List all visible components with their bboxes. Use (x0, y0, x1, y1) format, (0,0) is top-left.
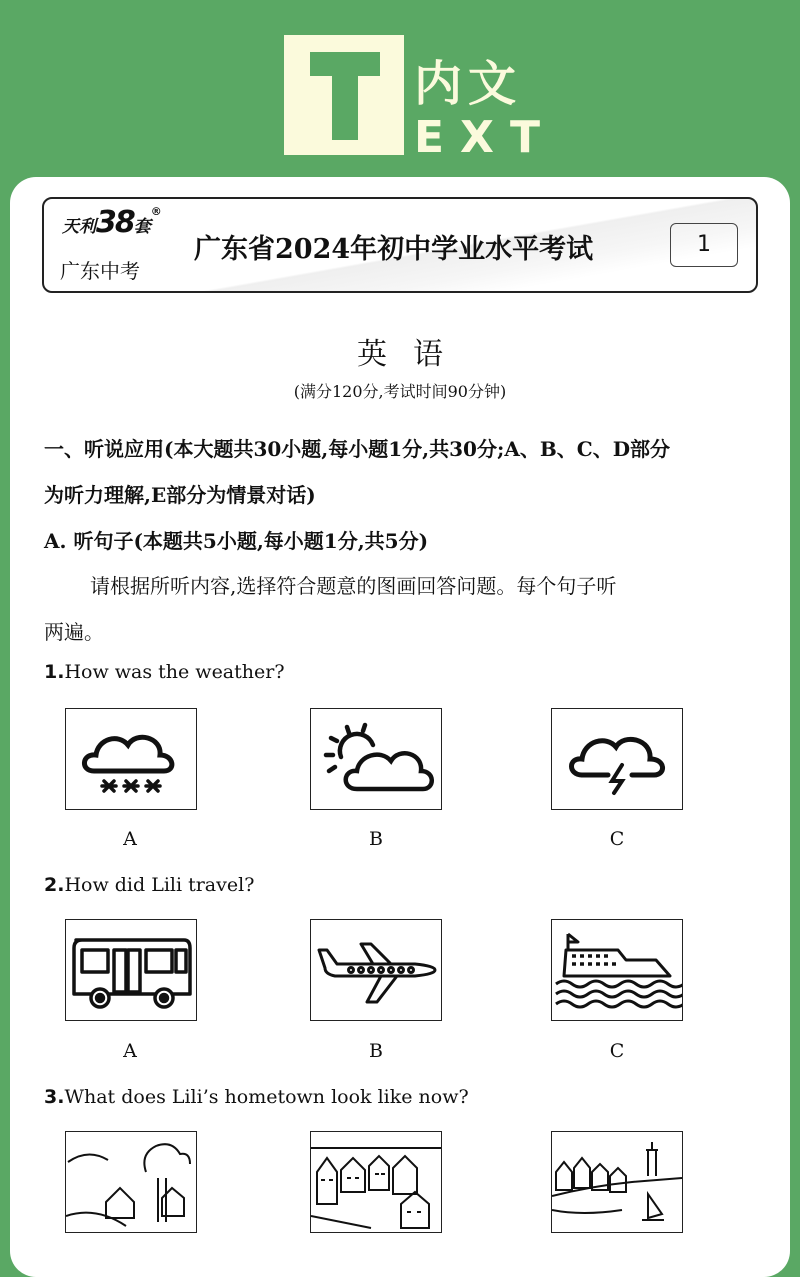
option-label-a: A (123, 1040, 137, 1062)
exam-number-badge: 1 (670, 223, 738, 267)
header-label-en: EXT (414, 112, 556, 163)
question-1 (44, 661, 285, 683)
subject-title: 英语 (357, 337, 469, 372)
exam-subtitle: (满分120分,考试时间90分钟) (293, 382, 507, 401)
question-text: What does Lili’s hometown look like now? (64, 1086, 469, 1108)
instruction-line2: 两遍。 (44, 620, 104, 644)
airplane-icon[interactable] (310, 919, 442, 1021)
part-a-heading: A. 听句子(本题共5小题,每小题1分,共5分) (44, 529, 429, 553)
harbor-scene[interactable] (551, 1131, 683, 1233)
instruction-line1: 请根据所听内容,选择符合题意的图画回答问题。每个句子听 (90, 574, 617, 598)
logo-prefix: 天利 (62, 217, 96, 237)
option-label-b: B (369, 1040, 383, 1062)
option-label-a: A (123, 828, 137, 850)
question-text: How was the weather? (64, 661, 285, 683)
registered-mark: ® (150, 205, 162, 218)
option-label-c: C (609, 828, 625, 850)
village-scene[interactable] (65, 1131, 197, 1233)
option-label-c: C (609, 1040, 625, 1062)
section-heading-line1: 一、听说应用(本大题共30小题,每小题1分,共30分;A、B、C、D部分 (44, 437, 671, 461)
section-heading-line2: 为听力理解,E部分为情景对话) (44, 483, 316, 507)
question-3 (44, 1086, 469, 1108)
logo-series: 广东中考 (60, 259, 140, 283)
text-badge (284, 35, 404, 155)
option-label-b: B (369, 828, 383, 850)
exam-paper (10, 177, 790, 1277)
sun-cloud-icon[interactable] (310, 708, 442, 810)
series-logo (62, 205, 162, 240)
ship-icon[interactable] (551, 919, 683, 1021)
exam-title: 广东省2024年初中学业水平考试 (194, 234, 594, 265)
question-text: How did Lili travel? (64, 874, 255, 896)
question-2 (44, 874, 254, 896)
thunder-cloud-icon[interactable] (551, 708, 683, 810)
town-scene[interactable] (310, 1131, 442, 1233)
question-number: 3. (44, 1086, 65, 1108)
question-number: 1. (44, 661, 65, 683)
exam-title-box (42, 197, 758, 293)
badge-letter-t-stem (332, 52, 358, 140)
header-label-cn: 内文 (414, 56, 523, 112)
snow-cloud-icon[interactable] (65, 708, 197, 810)
logo-number: 38 (96, 205, 134, 240)
question-number: 2. (44, 874, 65, 896)
bus-icon[interactable] (65, 919, 197, 1021)
logo-suffix: 套 (133, 217, 151, 237)
